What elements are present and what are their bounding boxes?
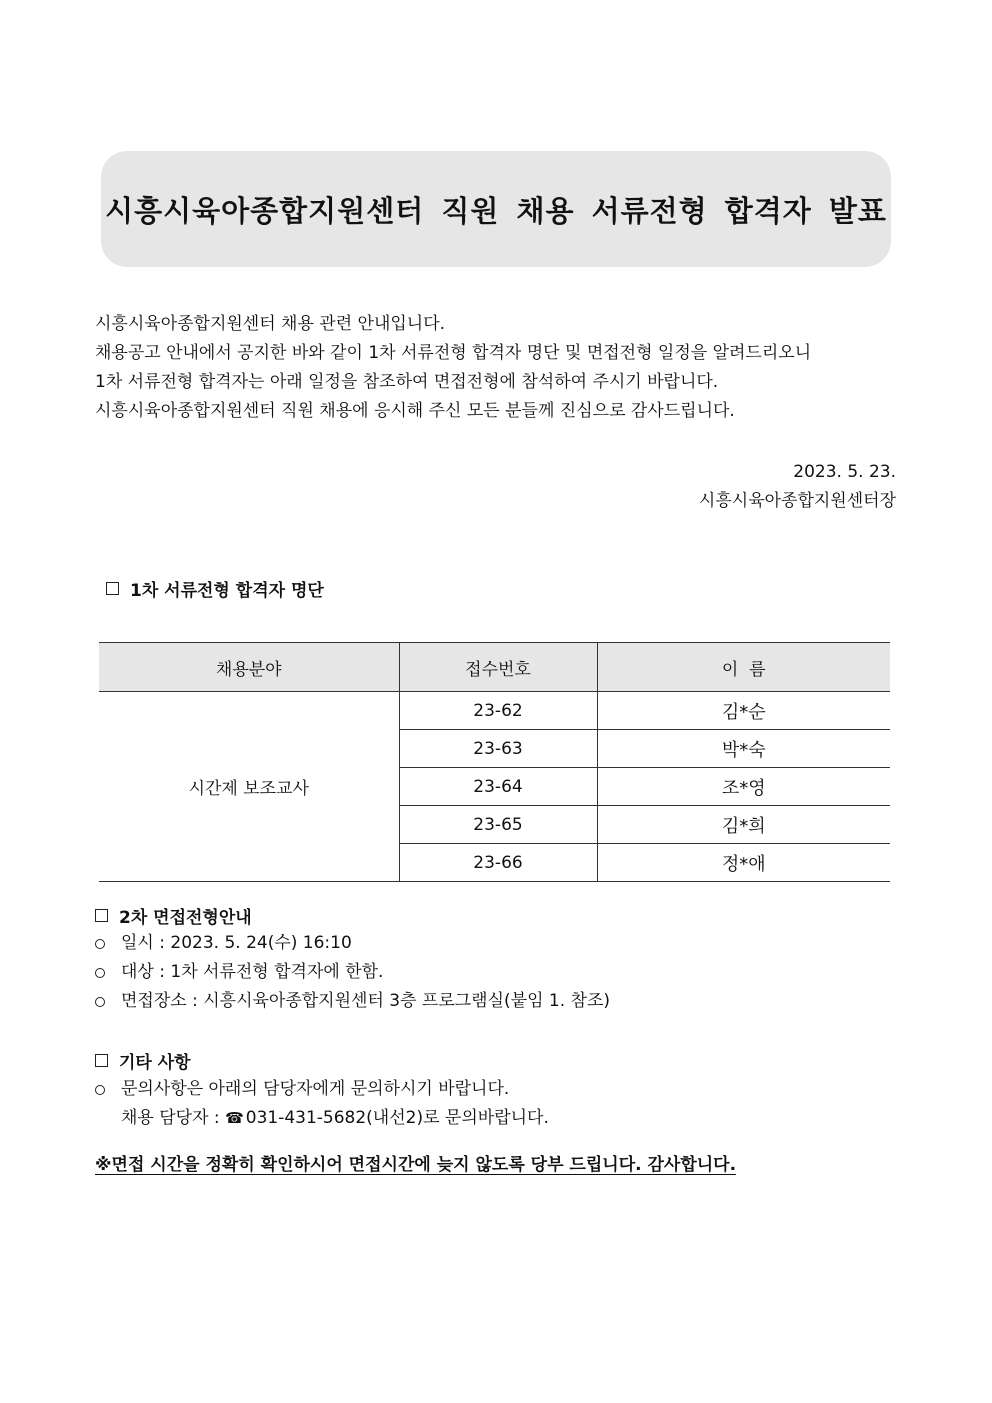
- etc-info-list: [95, 1075, 549, 1133]
- list-item: [95, 958, 610, 987]
- list-item: [95, 929, 610, 958]
- phone-icon: ☎: [225, 1109, 244, 1127]
- interview-location: 면접장소 : 시흥시육아종합지원센터 3층 프로그램실(붙임 1. 참조): [121, 991, 610, 1011]
- interview-info-list: [95, 929, 610, 1016]
- applicant-name: 김*순: [597, 692, 890, 730]
- intro-text: [95, 310, 905, 426]
- list-item: [95, 1075, 549, 1104]
- receipt-number: 23-63: [399, 730, 597, 768]
- recruit-field-cell: 시간제 보조교사: [99, 692, 399, 882]
- intro-line: 1차 서류전형 합격자는 아래 일정을 참조하여 면접전형에 참석하여 주시기 바랍니다.: [95, 372, 719, 392]
- section-heading-label: 기타 사항: [119, 1053, 191, 1073]
- page-title: 시흥시육아종합지원센터 직원 채용 서류전형 합격자 발표: [105, 193, 887, 228]
- table-header-row: [99, 643, 890, 692]
- checkbox-square-icon: [95, 909, 108, 922]
- contact-line: [95, 1104, 549, 1133]
- section-heading-label: 2차 면접전형안내: [119, 908, 252, 928]
- checkbox-square-icon: [95, 1054, 108, 1067]
- header-name: 이 름: [597, 643, 890, 692]
- section-heading-interview: [95, 903, 252, 928]
- checkbox-square-icon: [106, 582, 119, 595]
- table-row: [99, 692, 890, 730]
- bullet-circle-icon: [95, 997, 105, 1007]
- passer-table: [99, 642, 890, 882]
- bullet-circle-icon: [95, 968, 105, 978]
- interview-target: 대상 : 1차 서류전형 합격자에 한함.: [121, 962, 384, 982]
- section-heading-etc: [95, 1048, 191, 1073]
- receipt-number: 23-66: [399, 844, 597, 882]
- contact-number: 031-431-5682(내선2)로 문의바랍니다.: [245, 1108, 549, 1128]
- header-field: 채용분야: [99, 643, 399, 692]
- list-item: [95, 987, 610, 1016]
- bullet-circle-icon: [95, 939, 105, 949]
- title-banner: [101, 151, 891, 267]
- contact-label: 채용 담당자 :: [121, 1108, 226, 1128]
- receipt-number: 23-62: [399, 692, 597, 730]
- receipt-number: 23-64: [399, 768, 597, 806]
- section-heading-roster: [106, 576, 324, 601]
- inquiry-text: 문의사항은 아래의 담당자에게 문의하시기 바랍니다.: [121, 1079, 510, 1099]
- header-number: 접수번호: [399, 643, 597, 692]
- interview-datetime: 일시 : 2023. 5. 24(수) 16:10: [121, 933, 352, 953]
- intro-line: 시흥시육아종합지원센터 직원 채용에 응시해 주신 모든 분들께 진심으로 감사드립니다.: [95, 401, 735, 421]
- signature-block: [699, 458, 896, 516]
- intro-line: 시흥시육아종합지원센터 채용 관련 안내입니다.: [95, 314, 446, 334]
- closing-notice: ※면접 시간을 정확히 확인하시어 면접시간에 늦지 않도록 당부 드립니다. 감사합니다.: [95, 1155, 737, 1175]
- applicant-name: 조*영: [597, 768, 890, 806]
- intro-line: 채용공고 안내에서 공지한 바와 같이 1차 서류전형 합격자 명단 및 면접전형 일정을 알려드리오니: [95, 343, 812, 363]
- receipt-number: 23-65: [399, 806, 597, 844]
- section-heading-label: 1차 서류전형 합격자 명단: [130, 581, 324, 601]
- issuer: 시흥시육아종합지원센터장: [698, 491, 896, 511]
- applicant-name: 정*애: [597, 844, 890, 882]
- applicant-name: 김*희: [597, 806, 890, 844]
- bullet-circle-icon: [95, 1085, 105, 1095]
- issue-date: 2023. 5. 23.: [793, 462, 896, 482]
- applicant-name: 박*숙: [597, 730, 890, 768]
